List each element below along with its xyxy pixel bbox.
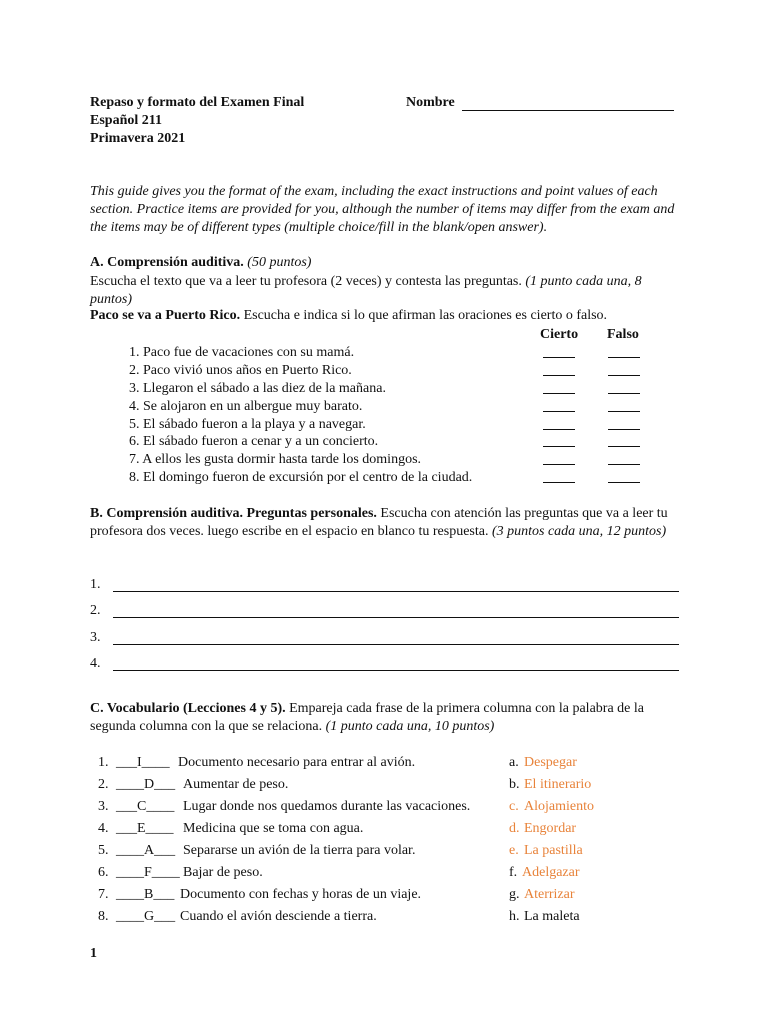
list-item xyxy=(0,887,768,906)
section-c-points: (1 punto cada una, 10 puntos) xyxy=(325,719,495,734)
cierto-blank[interactable] xyxy=(543,399,575,412)
item-text: Lugar donde nos quedamos durante las vacaciones. xyxy=(183,799,471,814)
list-item xyxy=(0,865,768,884)
item-answer[interactable]: ____F____ xyxy=(116,865,180,880)
section-a-title: A. Comprensión auditiva. xyxy=(90,255,244,270)
cierto-blank[interactable] xyxy=(543,363,575,376)
item-answer[interactable]: ____G___ xyxy=(116,909,176,924)
item-number: 3. xyxy=(98,799,109,814)
story-title: Paco se va a Puerto Rico. xyxy=(90,308,241,323)
item-number: 5. xyxy=(98,843,109,858)
section-c-title: C. Vocabulario (Lecciones 4 y 5). xyxy=(90,701,286,716)
option-word: Despegar xyxy=(524,755,577,770)
cierto-blank[interactable] xyxy=(543,345,575,358)
option-word: Adelgazar xyxy=(522,865,580,880)
answer-line[interactable] xyxy=(113,670,679,671)
falso-blank[interactable] xyxy=(608,417,640,430)
option-word: La maleta xyxy=(524,909,580,924)
item-number: 2. xyxy=(98,777,109,792)
falso-blank[interactable] xyxy=(608,470,640,483)
cierto-blank[interactable] xyxy=(543,470,575,483)
option-word: La pastilla xyxy=(524,843,583,858)
list-item xyxy=(0,755,768,774)
list-item xyxy=(0,821,768,840)
list-item xyxy=(0,363,768,382)
list-item xyxy=(0,843,768,862)
section-a-instructions-points: (1 punto cada una, 8 puntos) xyxy=(90,274,642,307)
column-falso: Falso xyxy=(607,327,639,342)
option-letter: h. xyxy=(509,909,520,924)
item-answer[interactable]: ___E____ xyxy=(116,821,174,836)
item-text: Documento con fechas y horas de un viaje. xyxy=(180,887,422,902)
statement: 2. Paco vivió unos años en Puerto Rico. xyxy=(129,363,352,378)
section-a-heading xyxy=(90,255,311,271)
story-heading xyxy=(90,308,607,324)
statement: 8. El domingo fueron de excursión por el centro de la ciudad. xyxy=(129,470,473,485)
falso-blank[interactable] xyxy=(608,452,640,465)
section-a-instructions-text: Escucha el texto que va a leer tu profesora (2 veces) y contesta las preguntas. xyxy=(90,274,522,289)
item-text: Documento necesario para entrar al avión. xyxy=(178,755,416,770)
falso-blank[interactable] xyxy=(608,434,640,447)
cierto-blank[interactable] xyxy=(543,381,575,394)
falso-blank[interactable] xyxy=(608,345,640,358)
item-answer[interactable]: ___I____ xyxy=(116,755,170,770)
item-number: 7. xyxy=(98,887,109,902)
answer-line[interactable] xyxy=(113,644,679,645)
intro-paragraph: This guide gives you the format of the exam, including the exact instructions and point values of each section. Practice items are provided for you, although the number of items may differ from the exam and the items may be of different types (multiple choice/fill in the blank/open answer). xyxy=(90,184,675,235)
section-a-points: (50 puntos) xyxy=(247,255,312,270)
list-item xyxy=(0,452,768,471)
item-text: Cuando el avión desciende a tierra. xyxy=(180,909,377,924)
section-b-title: B. Comprensión auditiva. Preguntas personales. xyxy=(90,506,377,521)
list-item xyxy=(0,381,768,400)
option-word: El itinerario xyxy=(524,777,592,792)
option-word: Engordar xyxy=(524,821,577,836)
column-cierto: Cierto xyxy=(540,327,579,342)
section-c-instructions: Empareja cada frase de la primera columna con la palabra de la segunda columna con la que se relaciona. xyxy=(90,701,644,734)
statement: 1. Paco fue de vacaciones con su mamá. xyxy=(129,345,355,360)
name-field[interactable] xyxy=(406,95,674,111)
course-name: Español 211 xyxy=(90,113,162,128)
list-item xyxy=(0,777,768,796)
option-letter: e. xyxy=(509,843,519,858)
list-item xyxy=(0,434,768,453)
name-label: Nombre xyxy=(406,95,455,110)
option-letter: c. xyxy=(509,799,519,814)
option-word: Alojamiento xyxy=(524,799,594,814)
item-text: Aumentar de peso. xyxy=(183,777,289,792)
cierto-blank[interactable] xyxy=(543,417,575,430)
option-letter: b. xyxy=(509,777,520,792)
option-letter: g. xyxy=(509,887,520,902)
option-letter: a. xyxy=(509,755,519,770)
item-number: 4. xyxy=(98,821,109,836)
page-number: 1 xyxy=(90,946,97,961)
section-c-heading xyxy=(90,700,684,736)
list-item xyxy=(0,345,768,364)
section-a-instructions xyxy=(90,273,682,309)
cierto-blank[interactable] xyxy=(543,434,575,447)
list-item xyxy=(0,909,768,928)
item-text: Medicina que se toma con agua. xyxy=(183,821,364,836)
exam-title: Repaso y formato del Examen Final xyxy=(90,95,305,110)
answer-number: 4. xyxy=(90,656,101,671)
item-answer[interactable]: ____A___ xyxy=(116,843,176,858)
section-b-points: (3 puntos cada una, 12 puntos) xyxy=(491,524,667,539)
statement: 5. El sábado fueron a la playa y a navegar. xyxy=(129,417,366,432)
item-answer[interactable]: ____B___ xyxy=(116,887,175,902)
answer-line[interactable] xyxy=(113,617,679,618)
statement: 6. El sábado fueron a cenar y a un concierto. xyxy=(129,434,379,449)
option-word: Aterrizar xyxy=(524,887,575,902)
section-b-heading xyxy=(90,505,684,541)
item-text: Separarse un avión de la tierra para volar. xyxy=(183,843,416,858)
section-b-instructions: Escucha con atención las preguntas que va a leer tu profesora dos veces. luego escribe en el espacio en blanco tu respuesta. xyxy=(90,506,668,539)
statement: 3. Llegaron el sábado a las diez de la mañana. xyxy=(129,381,386,396)
item-answer[interactable]: ____D___ xyxy=(116,777,176,792)
answer-number: 2. xyxy=(90,603,101,618)
falso-blank[interactable] xyxy=(608,363,640,376)
item-text: Bajar de peso. xyxy=(183,865,263,880)
story-instructions: Escucha e indica si lo que afirman las oraciones es cierto o falso. xyxy=(243,308,608,323)
item-number: 6. xyxy=(98,865,109,880)
option-letter: d. xyxy=(509,821,520,836)
term: Primavera 2021 xyxy=(90,131,186,146)
cierto-blank[interactable] xyxy=(543,452,575,465)
falso-blank[interactable] xyxy=(608,381,640,394)
statement: 7. A ellos les gusta dormir hasta tarde los domingos. xyxy=(129,452,422,467)
name-blank xyxy=(462,97,674,111)
answer-number: 1. xyxy=(90,577,101,592)
item-number: 8. xyxy=(98,909,109,924)
list-item xyxy=(0,799,768,818)
item-answer[interactable]: ___C____ xyxy=(116,799,175,814)
option-letter: f. xyxy=(509,865,518,880)
list-item xyxy=(0,470,768,489)
list-item xyxy=(0,399,768,418)
item-number: 1. xyxy=(98,755,109,770)
falso-blank[interactable] xyxy=(608,399,640,412)
answer-number: 3. xyxy=(90,630,101,645)
statement: 4. Se alojaron en un albergue muy barato. xyxy=(129,399,363,414)
answer-line[interactable] xyxy=(113,591,679,592)
